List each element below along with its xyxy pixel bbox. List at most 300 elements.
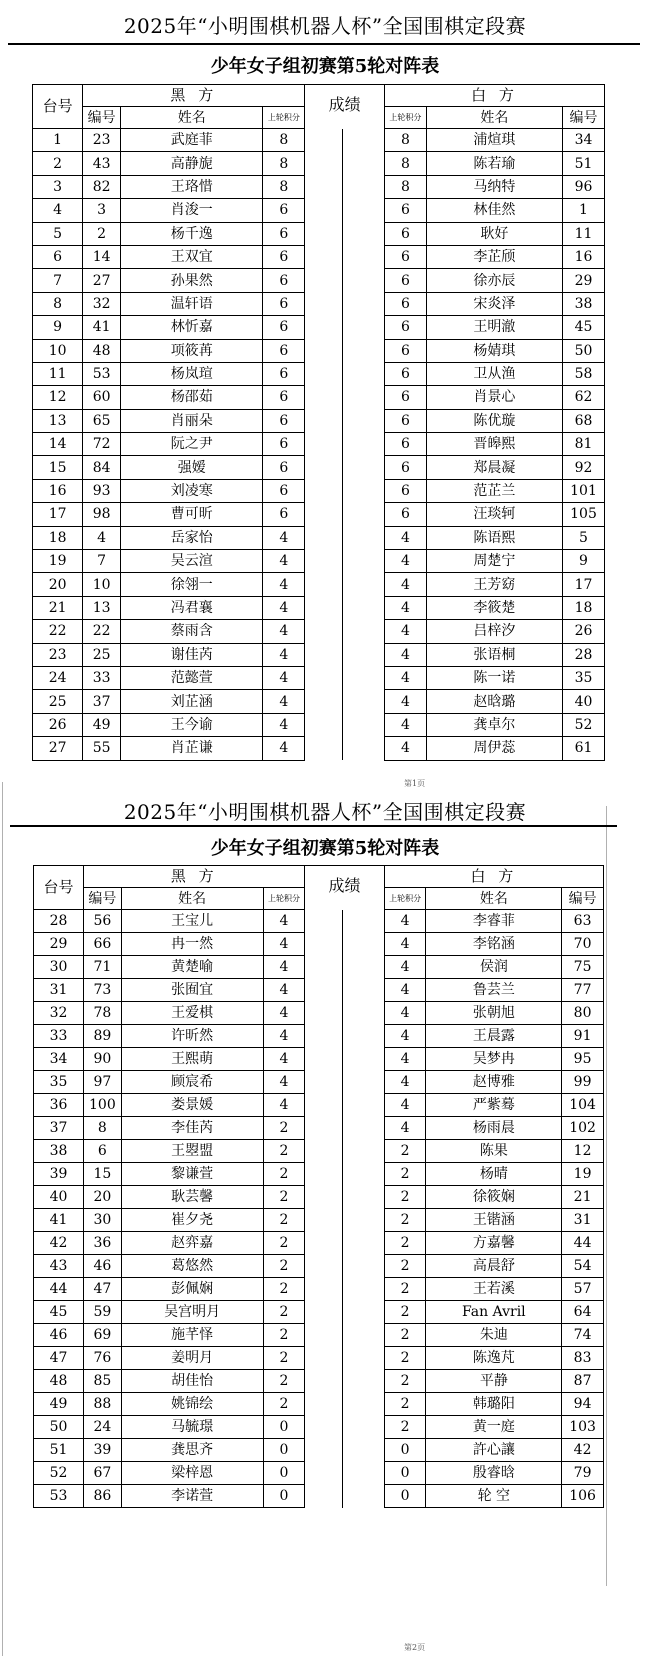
table-row [34, 1255, 604, 1278]
cell-black-number: 8 [84, 1117, 122, 1140]
cell-white-name: 黄一庭 [426, 1416, 562, 1439]
table-row [34, 1025, 604, 1048]
cell-black-name: 王熙萌 [121, 1048, 263, 1071]
cell-white-number: 35 [563, 666, 605, 689]
result-cell [305, 1140, 343, 1163]
cell-white-points: 8 [384, 175, 426, 198]
cell-white-number: 5 [563, 526, 605, 549]
cell-black-points: 6 [263, 456, 305, 479]
cell-table-no: 16 [33, 479, 83, 502]
cell-white-name: 王芳窈 [426, 573, 562, 596]
cell-table-no: 26 [33, 713, 83, 736]
result-cell [343, 129, 385, 152]
result-cell [305, 643, 343, 666]
cell-black-points: 4 [263, 933, 305, 956]
cell-table-no: 13 [33, 409, 83, 432]
table-row [33, 550, 605, 573]
cell-black-name: 姚锦绘 [121, 1393, 263, 1416]
cell-table-no: 34 [34, 1048, 84, 1071]
result-cell [343, 620, 385, 643]
cell-table-no: 7 [33, 269, 83, 292]
result-cell [343, 245, 385, 268]
cell-black-points: 4 [263, 1094, 305, 1117]
result-cell [342, 1347, 384, 1370]
cell-black-name: 王宝儿 [121, 910, 263, 933]
cell-black-number: 76 [84, 1347, 122, 1370]
cell-white-number: 31 [562, 1209, 604, 1232]
table-row [33, 433, 605, 456]
cell-white-name: 轮 空 [426, 1485, 562, 1508]
page-2 [0, 790, 650, 1656]
cell-white-points: 4 [384, 1094, 426, 1117]
result-cell [305, 1324, 343, 1347]
cell-black-points: 6 [263, 269, 305, 292]
result-cell [305, 339, 343, 362]
result-cell [305, 362, 343, 385]
cell-white-number: 9 [563, 550, 605, 573]
cell-white-name: 林佳然 [426, 199, 562, 222]
cell-white-points: 4 [384, 910, 426, 933]
cell-black-number: 67 [84, 1462, 122, 1485]
cell-black-points: 0 [263, 1416, 305, 1439]
cell-white-number: 29 [563, 269, 605, 292]
result-cell [342, 1393, 384, 1416]
result-cell [305, 175, 343, 198]
result-cell [305, 1209, 343, 1232]
cell-white-points: 6 [384, 316, 426, 339]
cell-black-name: 曹可昕 [120, 503, 262, 526]
cell-table-no: 15 [33, 456, 83, 479]
cell-white-name: 严紫蓦 [426, 1094, 562, 1117]
cell-white-name: 赵博雅 [426, 1071, 562, 1094]
cell-black-name: 项筱苒 [120, 339, 262, 362]
cell-white-points: 2 [384, 1416, 426, 1439]
cell-black-number: 53 [83, 362, 121, 385]
cell-white-number: 18 [563, 596, 605, 619]
cell-white-name: 李芷颀 [426, 245, 562, 268]
result-cell [305, 456, 343, 479]
cell-black-name: 李诺萱 [121, 1485, 263, 1508]
cell-white-name: 高晨舒 [426, 1255, 562, 1278]
cell-black-name: 武庭菲 [120, 129, 262, 152]
cell-white-name: 徐亦辰 [426, 269, 562, 292]
cell-white-points: 6 [384, 292, 426, 315]
result-cell [342, 1140, 384, 1163]
cell-black-name: 冯君襄 [120, 596, 262, 619]
header-white-name: 姓名 [426, 107, 562, 129]
result-cell [342, 1485, 384, 1508]
cell-white-number: 79 [562, 1462, 604, 1485]
result-cell [305, 1094, 343, 1117]
cell-white-points: 4 [384, 1002, 426, 1025]
table-row [33, 199, 605, 222]
cell-white-number: 70 [562, 933, 604, 956]
cell-table-no: 27 [33, 737, 83, 760]
cell-black-number: 14 [83, 245, 121, 268]
cell-white-name: 吕梓汐 [426, 620, 562, 643]
table-row [33, 269, 605, 292]
result-cell [305, 1301, 343, 1324]
result-cell [343, 643, 385, 666]
result-cell [343, 222, 385, 245]
cell-black-number: 48 [83, 339, 121, 362]
cell-black-points: 2 [263, 1278, 305, 1301]
cell-black-points: 4 [263, 737, 305, 760]
cell-white-name: 赵晗璐 [426, 690, 562, 713]
cell-white-number: 50 [563, 339, 605, 362]
cell-table-no: 42 [34, 1232, 84, 1255]
cell-white-points: 2 [384, 1393, 426, 1416]
table-row [34, 910, 604, 933]
cell-black-points: 4 [263, 643, 305, 666]
cell-black-points: 4 [263, 1025, 305, 1048]
cell-black-points: 4 [263, 690, 305, 713]
cell-table-no: 6 [33, 245, 83, 268]
cell-black-name: 温轩语 [120, 292, 262, 315]
result-cell [305, 666, 343, 689]
cell-black-number: 55 [83, 737, 121, 760]
cell-white-name: 杨雨晨 [426, 1117, 562, 1140]
cell-black-number: 39 [84, 1439, 122, 1462]
result-cell [342, 1071, 384, 1094]
cell-table-no: 3 [33, 175, 83, 198]
cell-table-no: 47 [34, 1347, 84, 1370]
result-cell [343, 269, 385, 292]
cell-table-no: 8 [33, 292, 83, 315]
cell-black-number: 84 [83, 456, 121, 479]
cell-white-points: 0 [384, 1462, 426, 1485]
result-cell [343, 550, 385, 573]
cell-white-points: 2 [384, 1347, 426, 1370]
result-cell [305, 1025, 343, 1048]
cell-table-no: 1 [33, 129, 83, 152]
cell-black-number: 2 [83, 222, 121, 245]
result-cell [342, 956, 384, 979]
table-row [33, 339, 605, 362]
cell-black-number: 49 [83, 713, 121, 736]
cell-black-name: 马毓璟 [121, 1416, 263, 1439]
cell-black-points: 6 [263, 503, 305, 526]
cell-white-number: 77 [562, 979, 604, 1002]
cell-white-number: 52 [563, 713, 605, 736]
cell-black-points: 6 [263, 199, 305, 222]
cell-table-no: 25 [33, 690, 83, 713]
result-cell [305, 152, 343, 175]
result-cell [305, 956, 343, 979]
table-row [34, 1462, 604, 1485]
cell-black-name: 施芊怿 [121, 1324, 263, 1347]
cell-black-number: 43 [83, 152, 121, 175]
cell-white-number: 21 [562, 1186, 604, 1209]
cell-black-name: 孙果然 [120, 269, 262, 292]
result-cell [342, 1094, 384, 1117]
cell-table-no: 24 [33, 666, 83, 689]
cell-white-number: 87 [562, 1370, 604, 1393]
cell-black-number: 71 [84, 956, 122, 979]
header-white-name: 姓名 [426, 888, 562, 910]
cell-black-points: 2 [263, 1370, 305, 1393]
cell-table-no: 35 [34, 1071, 84, 1094]
cell-black-name: 强嫒 [120, 456, 262, 479]
result-cell [305, 573, 343, 596]
cell-white-number: 19 [562, 1163, 604, 1186]
table-row [33, 152, 605, 175]
result-cell [305, 129, 343, 152]
cell-black-name: 张囿宜 [121, 979, 263, 1002]
cell-white-points: 4 [384, 596, 426, 619]
cell-white-number: 1 [563, 199, 605, 222]
table-row [33, 222, 605, 245]
cell-table-no: 20 [33, 573, 83, 596]
cell-black-number: 90 [84, 1048, 122, 1071]
cell-white-name: 肖景心 [426, 386, 562, 409]
cell-black-name: 李佳芮 [121, 1117, 263, 1140]
result-cell [305, 1393, 343, 1416]
cell-white-name: Fan Avril [426, 1301, 562, 1324]
pairing-table [32, 84, 605, 761]
table-row [33, 175, 605, 198]
result-cell [342, 1370, 384, 1393]
pairing-rows [33, 129, 605, 761]
cell-black-points: 4 [263, 910, 305, 933]
cell-white-number: 12 [562, 1140, 604, 1163]
cell-table-no: 41 [34, 1209, 84, 1232]
result-cell [343, 292, 385, 315]
result-cell [305, 503, 343, 526]
result-cell [343, 690, 385, 713]
cell-black-name: 肖丽朵 [120, 409, 262, 432]
cell-black-points: 8 [263, 152, 305, 175]
page-mark: 第1页 [404, 779, 426, 788]
result-cell [305, 596, 343, 619]
header-white: 白 方 [384, 85, 604, 107]
table-row [34, 1324, 604, 1347]
cell-black-name: 姜明月 [121, 1347, 263, 1370]
cell-white-name: 王锴涵 [426, 1209, 562, 1232]
header-black-name: 姓名 [120, 107, 262, 129]
cell-black-name: 龚思齐 [121, 1439, 263, 1462]
cell-black-number: 25 [83, 643, 121, 666]
result-cell [342, 1048, 384, 1071]
cell-black-name: 范懿萱 [120, 666, 262, 689]
cell-black-points: 6 [263, 433, 305, 456]
result-cell [343, 433, 385, 456]
result-cell [342, 1209, 384, 1232]
cell-black-number: 6 [84, 1140, 122, 1163]
table-row [34, 1301, 604, 1324]
tournament-title: 2025年“小明围棋机器人杯”全国围棋定段赛 [123, 800, 527, 824]
table-row [34, 1163, 604, 1186]
cell-white-name: 汪琰轲 [426, 503, 562, 526]
result-cell [305, 550, 343, 573]
cell-white-name: 侯润 [426, 956, 562, 979]
result-cell [305, 910, 343, 933]
cell-table-no: 43 [34, 1255, 84, 1278]
cell-white-name: 郑晨凝 [426, 456, 562, 479]
header-black: 黑 方 [83, 85, 305, 107]
cell-white-name: 陈优璇 [426, 409, 562, 432]
cell-white-points: 6 [384, 386, 426, 409]
cell-black-name: 梁梓恩 [121, 1462, 263, 1485]
table-row [33, 386, 605, 409]
result-cell [305, 1439, 343, 1462]
cell-table-no: 22 [33, 620, 83, 643]
cell-white-name: 宋炎泽 [426, 292, 562, 315]
cell-table-no: 10 [33, 339, 83, 362]
cell-white-points: 6 [384, 269, 426, 292]
table-row [34, 1117, 604, 1140]
result-cell [305, 386, 343, 409]
cell-black-number: 30 [84, 1209, 122, 1232]
table-row [34, 933, 604, 956]
table-row [33, 737, 605, 760]
result-cell [343, 737, 385, 760]
cell-white-points: 8 [384, 152, 426, 175]
cell-white-name: 杨婧琪 [426, 339, 562, 362]
cell-black-name: 刘芷涵 [120, 690, 262, 713]
result-cell [343, 596, 385, 619]
table-row [33, 479, 605, 502]
table-row [33, 713, 605, 736]
cell-white-number: 68 [563, 409, 605, 432]
cell-white-number: 42 [562, 1439, 604, 1462]
result-cell [342, 1416, 384, 1439]
cell-black-points: 2 [263, 1301, 305, 1324]
round-subtitle: 少年女子组初赛第5轮对阵表 [210, 838, 440, 859]
cell-white-number: 99 [562, 1071, 604, 1094]
result-cell [305, 979, 343, 1002]
result-cell [342, 1255, 384, 1278]
cell-white-points: 4 [384, 1025, 426, 1048]
result-cell [305, 713, 343, 736]
cell-white-number: 45 [563, 316, 605, 339]
cell-white-number: 91 [562, 1025, 604, 1048]
table-row [33, 129, 605, 152]
result-cell [305, 690, 343, 713]
cell-white-name: 周伊蕊 [426, 737, 562, 760]
result-cell [342, 1301, 384, 1324]
cell-black-number: 37 [83, 690, 121, 713]
result-cell [342, 1186, 384, 1209]
cell-black-name: 耿芸馨 [121, 1186, 263, 1209]
result-cell [305, 1347, 343, 1370]
cell-black-number: 56 [84, 910, 122, 933]
cell-table-no: 18 [33, 526, 83, 549]
cell-black-name: 黄楚喻 [121, 956, 263, 979]
cell-white-name: 陈语熙 [426, 526, 562, 549]
tournament-title: 2025年“小明围棋机器人杯”全国围棋定段赛 [123, 14, 527, 38]
header-black: 黑 方 [84, 866, 305, 888]
cell-black-number: 78 [84, 1002, 122, 1025]
cell-black-number: 93 [83, 479, 121, 502]
cell-black-points: 2 [263, 1140, 305, 1163]
table-row [34, 1393, 604, 1416]
result-cell [342, 1439, 384, 1462]
cell-white-points: 2 [384, 1278, 426, 1301]
table-row [33, 362, 605, 385]
table-row [33, 666, 605, 689]
cell-white-points: 6 [384, 222, 426, 245]
result-cell [342, 1232, 384, 1255]
cell-black-name: 娄景媛 [121, 1094, 263, 1117]
cell-black-points: 2 [263, 1393, 305, 1416]
cell-white-points: 6 [384, 503, 426, 526]
cell-black-points: 6 [263, 292, 305, 315]
cell-table-no: 38 [34, 1140, 84, 1163]
cell-black-name: 吴云渲 [120, 550, 262, 573]
cell-table-no: 5 [33, 222, 83, 245]
cell-black-name: 彭佩娴 [121, 1278, 263, 1301]
result-cell [305, 269, 343, 292]
cell-black-number: 69 [84, 1324, 122, 1347]
cell-table-no: 46 [34, 1324, 84, 1347]
header-result: 成绩 [305, 85, 385, 129]
cell-white-points: 0 [384, 1485, 426, 1508]
cell-table-no: 9 [33, 316, 83, 339]
table-row [34, 1002, 604, 1025]
result-cell [305, 316, 343, 339]
result-cell [343, 503, 385, 526]
table-row [33, 620, 605, 643]
cell-black-number: 88 [84, 1393, 122, 1416]
table-row [33, 503, 605, 526]
cell-white-number: 92 [563, 456, 605, 479]
cell-white-name: 浦煊琪 [426, 129, 562, 152]
cell-table-no: 30 [34, 956, 84, 979]
cell-table-no: 53 [34, 1485, 84, 1508]
cell-black-points: 0 [263, 1439, 305, 1462]
cell-black-name: 吴宫明月 [121, 1301, 263, 1324]
cell-black-name: 谢佳芮 [120, 643, 262, 666]
cell-black-name: 王爱棋 [121, 1002, 263, 1025]
table-row [34, 1347, 604, 1370]
cell-white-name: 方嘉馨 [426, 1232, 562, 1255]
cell-white-name: 张朝旭 [426, 1002, 562, 1025]
cell-black-points: 4 [263, 573, 305, 596]
cell-table-no: 14 [33, 433, 83, 456]
cell-white-number: 17 [563, 573, 605, 596]
cell-white-number: 104 [562, 1094, 604, 1117]
result-cell [305, 1002, 343, 1025]
cell-table-no: 23 [33, 643, 83, 666]
cell-black-name: 高静旎 [120, 152, 262, 175]
cell-black-points: 4 [263, 666, 305, 689]
cell-black-number: 72 [83, 433, 121, 456]
cell-white-name: 龚卓尔 [426, 713, 562, 736]
cell-black-points: 6 [263, 339, 305, 362]
result-cell [343, 456, 385, 479]
cell-white-points: 6 [384, 245, 426, 268]
cell-black-points: 4 [263, 620, 305, 643]
cell-black-number: 66 [84, 933, 122, 956]
page-mark: 第2页 [404, 1643, 426, 1652]
cell-table-no: 19 [33, 550, 83, 573]
cell-white-name: 范芷兰 [426, 479, 562, 502]
cell-black-name: 刘凌寒 [120, 479, 262, 502]
cell-table-no: 44 [34, 1278, 84, 1301]
cell-white-name: 李睿菲 [426, 910, 562, 933]
cell-black-number: 100 [84, 1094, 122, 1117]
cell-black-points: 2 [263, 1347, 305, 1370]
table-row [33, 643, 605, 666]
cell-black-number: 89 [84, 1025, 122, 1048]
result-cell [305, 1117, 343, 1140]
cell-black-points: 2 [263, 1117, 305, 1140]
cell-white-points: 4 [384, 690, 426, 713]
cell-white-points: 6 [384, 362, 426, 385]
cell-white-points: 4 [384, 737, 426, 760]
cell-white-name: 晋皞熙 [426, 433, 562, 456]
